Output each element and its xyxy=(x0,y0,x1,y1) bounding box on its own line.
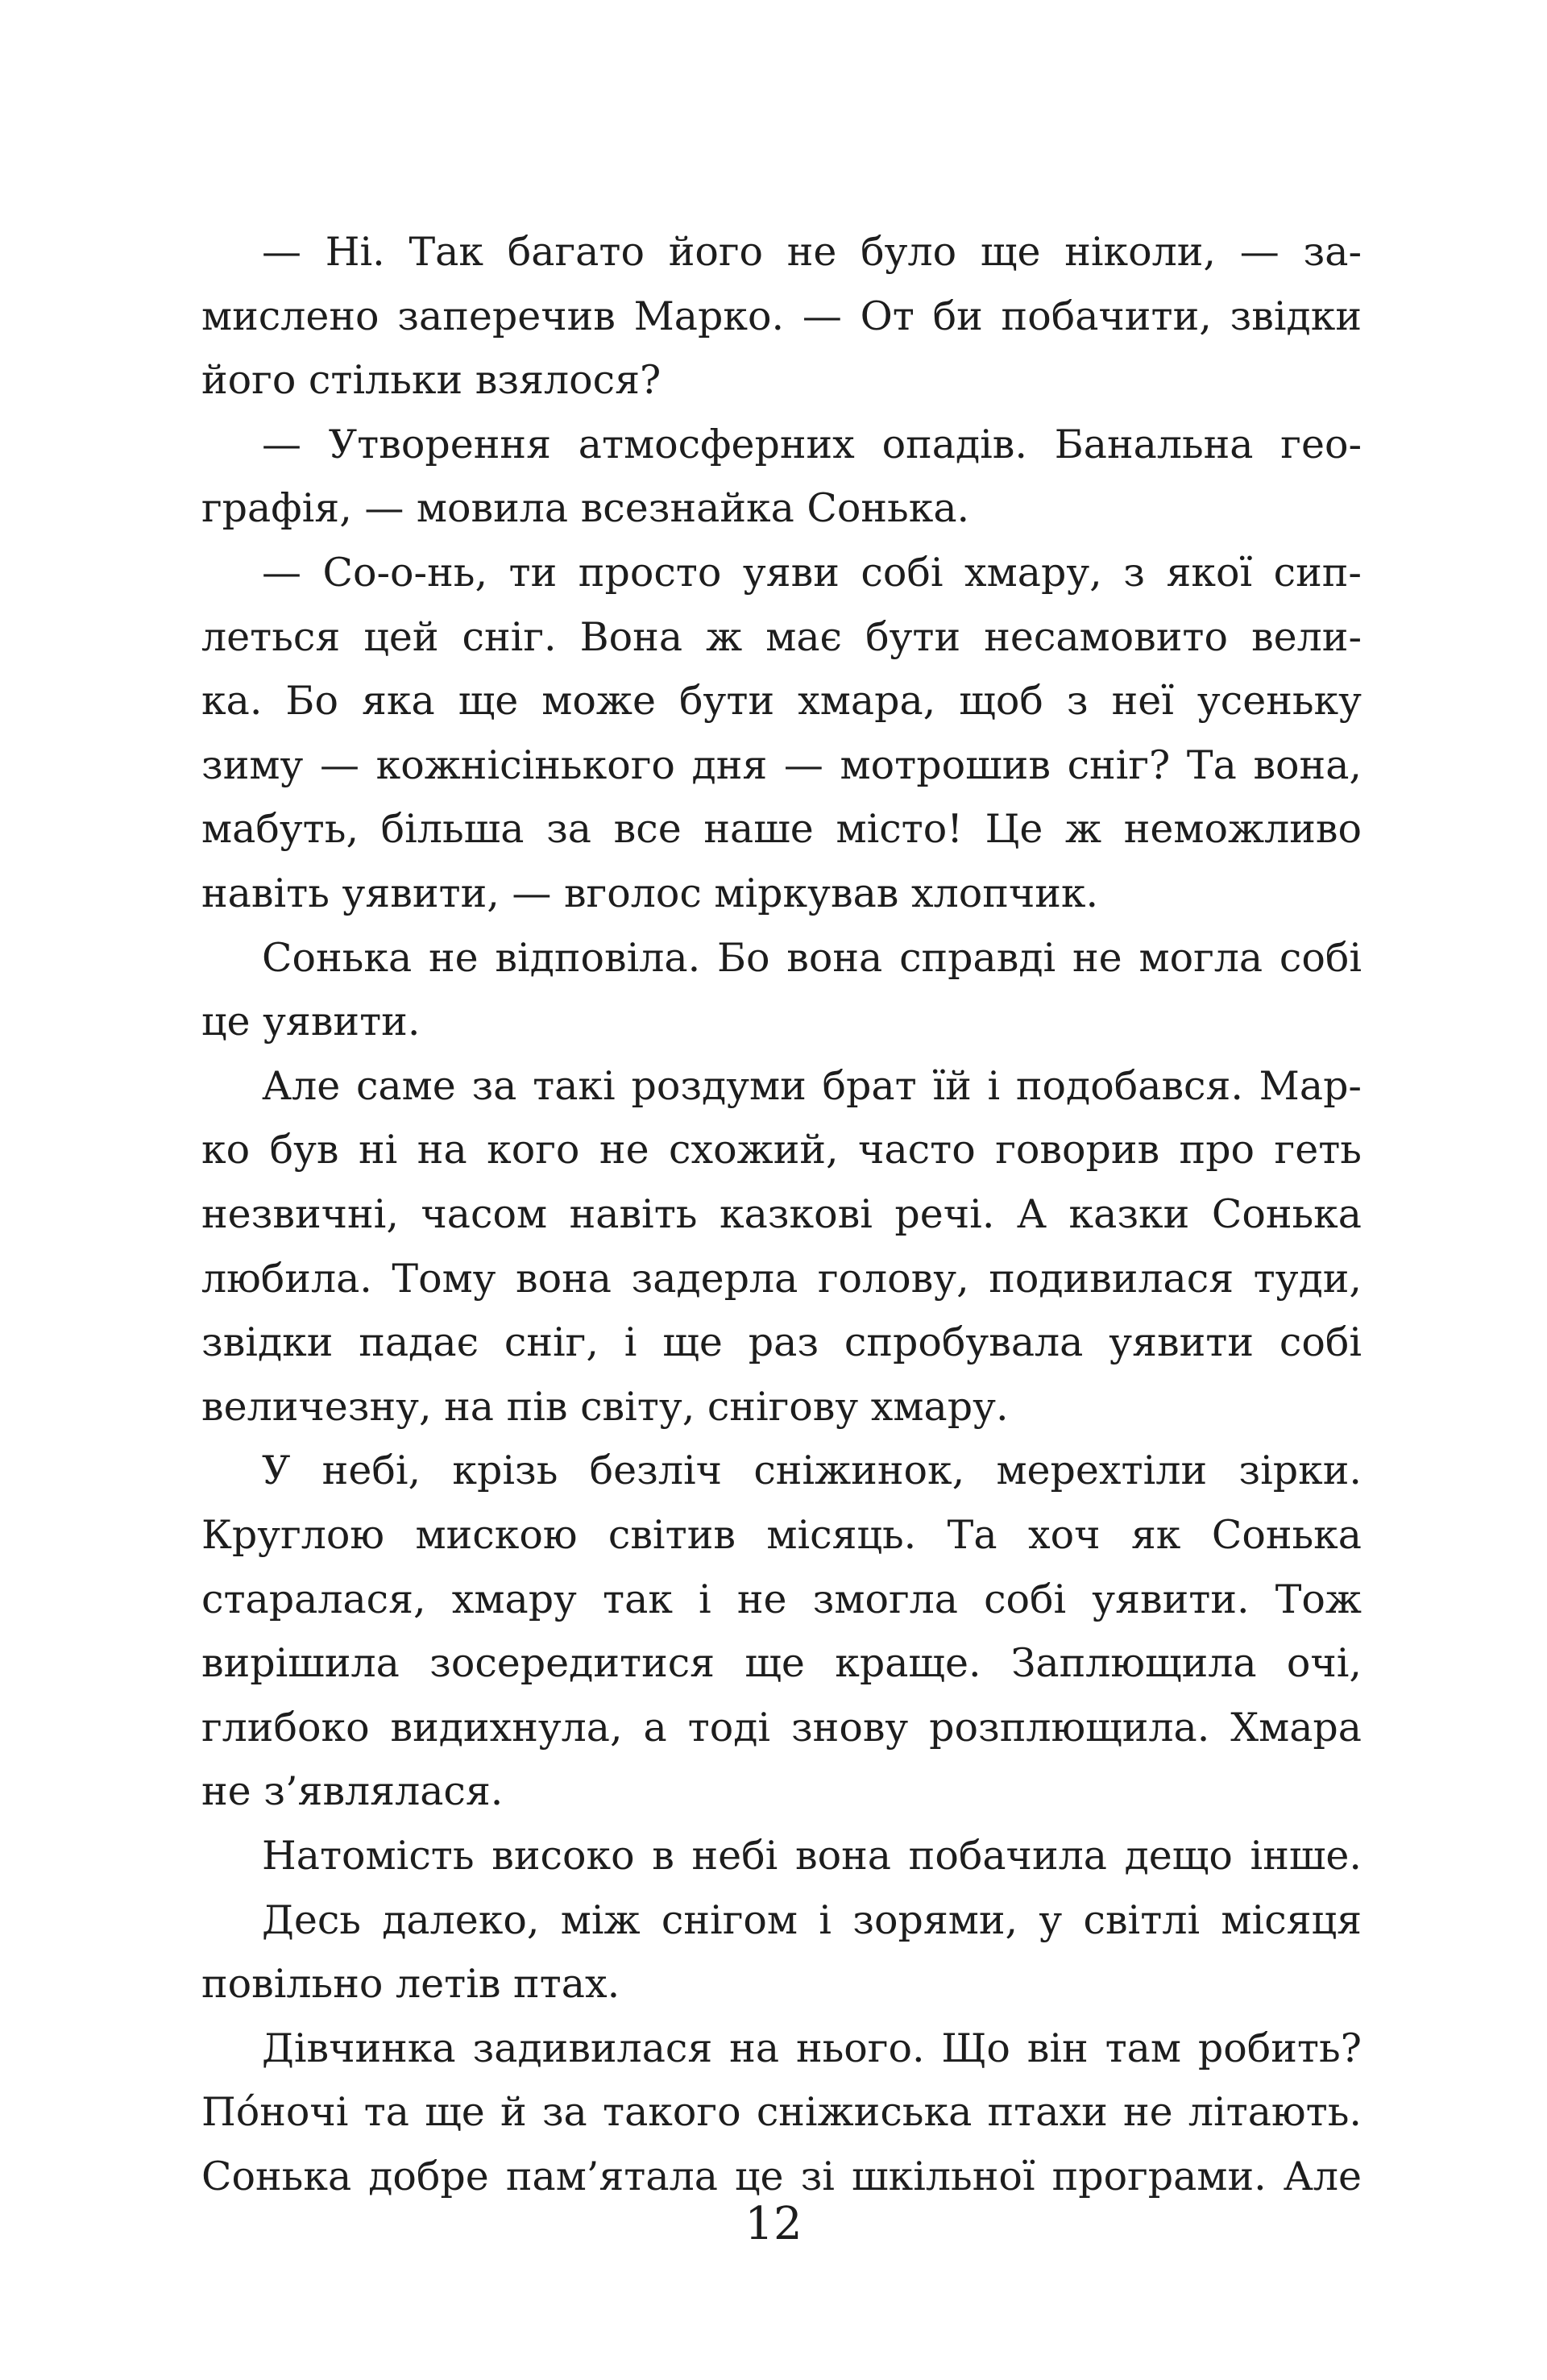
text-line: графія, — мовила всезнайка Сонька. xyxy=(201,485,970,532)
page-number: 12 xyxy=(744,2198,803,2250)
text-line: Круглою мискою світив місяць. Та хоч як Сонька xyxy=(201,1512,1362,1558)
text-line: Сонька не відповіла. Бо вона справді не могла собі xyxy=(262,934,1362,981)
text-line: незвичні, часом навіть казкові речі. А казки Сонька xyxy=(201,1191,1362,1237)
text-line: любила. Тому вона задерла голову, подивилася туди, xyxy=(201,1255,1362,1302)
text-line: леться цей сніг. Вона ж має бути несамовито вели- xyxy=(201,613,1362,660)
text-line: вирішила зосередитися ще краще. Заплющила очі, xyxy=(201,1640,1362,1687)
text-line: Натомість високо в небі вона побачила дещо інше. xyxy=(262,1833,1362,1879)
text-line: Дівчинка задивилася на нього. Що він там робить? xyxy=(262,2025,1362,2071)
text-line: — Утворення атмосферних опадів. Банальна гео- xyxy=(262,421,1362,467)
text-line: звідки падає сніг, і ще раз спробувала уявити собі xyxy=(201,1319,1362,1366)
text-line: ко був ні на кого не схожий, часто говорив про геть xyxy=(201,1127,1362,1173)
text-line: мислено заперечив Марко. — От би побачити, звідки xyxy=(201,293,1362,339)
text-line: повільно летів птах. xyxy=(201,1961,620,2008)
text-line: навіть уявити, — вголос міркував хлопчик. xyxy=(201,870,1099,916)
text-line: величезну, на пів світу, снігову хмару. xyxy=(201,1383,1009,1430)
text-line: не з’являлася. xyxy=(201,1768,504,1815)
text-line: зиму — кожнісінького дня — мотрошив сніг? Та вона, xyxy=(201,741,1362,788)
text-line: мабуть, більша за все наше місто! Це ж неможливо xyxy=(201,806,1362,853)
text-line: старалася, хмару так і не змогла собі уявити. Тож xyxy=(201,1576,1362,1622)
text-line: — Со-о-нь, ти просто уяви собі хмару, з якої сип- xyxy=(262,550,1362,596)
text-line: його стільки взялося? xyxy=(201,357,662,404)
text-line: Пóночі та ще й за такого сніжиська птахи не літають. xyxy=(201,2089,1362,2136)
text-line: У небі, крізь безліч сніжинок, мерехтіли зірки. xyxy=(262,1448,1362,1494)
text-line: — Ні. Так багато його не було ще ніколи, — за- xyxy=(262,229,1362,275)
text-line: ка. Бо яка ще може бути хмара, щоб з неї усеньку xyxy=(201,678,1362,725)
text-line: Але саме за такі роздуми брат їй і подобався. Мар- xyxy=(262,1062,1362,1109)
text-line: це уявити. xyxy=(201,999,421,1045)
text-line: Сонька добре пам’ятала це зі шкільної програми. Але xyxy=(201,2154,1362,2199)
text-line: Десь далеко, між снігом і зорями, у світлі місяця xyxy=(262,1896,1362,1943)
text-line: глибоко видихнула, а тоді знову розплющила. Хмара xyxy=(201,1704,1362,1751)
